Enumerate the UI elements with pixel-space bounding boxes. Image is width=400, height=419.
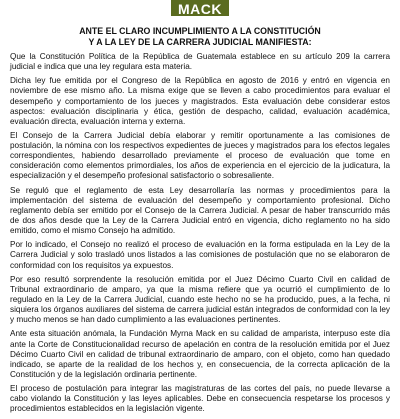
paragraph: Ante esta situación anómala, la Fundación Myrna Mack en su calidad de amparista, interpuso este día ante la Corte de Constitucionalidad recurso de apelación en contra de la resolución emitida por el Juez Décimo Cuarto Civil en calidad de tribunal extraordinario de amparo, con el objeto, como han quedado indicado, se aparte de la realidad de los hechos y, en consecuencia, de la correcta aplicación de la Constitución y de la legislación ordinaria pertinente. [10,329,390,379]
title-line-1: ANTE EL CLARO INCUMPLIMIENTO A LA CONSTITUCIÓN [79,26,321,36]
paragraph: Dicha ley fue emitida por el Congreso de la República en agosto de 2016 y entró en vigencia en noviembre de ese mismo año. La misma exige que se lleven a cabo procedimientos para evaluar el desempeño y comportamiento de los jueces y magistrados. Esta evaluación debe considerar estos aspectos: evaluación disciplinaria y ética, gestión de despacho, calidad, evaluación académica, evaluación directa, evaluación interna y externa. [10,76,390,126]
title-line-2: Y A LA LEY DE LA CARRERA JUDICIAL MANIFIESTA: [88,37,312,47]
paragraph: El proceso de postulación para integrar las magistraturas de las cortes del país, no puede llevarse a cabo violando la Constitución y las leyes aplicables. Debe en consecuencia respetarse los procesos y procedimientos establecidos en la legislación vigente. [10,384,390,414]
statement-body [10,52,390,419]
logo-text: MACK [178,1,222,17]
paragraph: Por lo indicado, el Consejo no realizó el proceso de evaluación en la forma estipulada en la Ley de la Carrera Judicial y solo trasladó unos listados a las comisiones de postulación que no se elaboraron de conformidad con los requisitos ya expuestos. [10,240,390,270]
foundation-logo [171,0,229,16]
paragraph: Se reguló que el reglamento de esta Ley desarrollaría las normas y procedimientos para la implementación del sistema de evaluación del desempeño y comportamiento profesional. Dicho reglamento debía ser emitido por el Consejo de la Carrera Judicial. A pesar de haber transcurrido más de dos años desde que la Ley de la Carrera Judicial entró en vigencia, dicho reglamento no ha sido emitido, como el mismo Consejo ha admitido. [10,185,390,236]
paragraph: Por eso resultó sorprendente la resolución emitida por el Juez Décimo Cuarto Civil en calidad de Tribunal extraordinario de amparo, ya que la misma refiere que ya ocurrió el cumplimiento de lo regulado en la Ley de la Carrera Judicial, cuando este hecho no se ha producido, pues, a la fecha, ni siquiera los órganos auxiliares del sistema de carrera judicial están integrados de conformidad con la ley y mucho menos se han dado cumplimiento a las evaluaciones pertinentes. [10,274,390,325]
paragraph: El Consejo de la Carrera Judicial debía elaborar y remitir oportunamente a las comisiones de postulación, la nómina con los respectivos expedientes de jueces y magistrados para los efectos legales correspondientes, habiendo desarrollado previamente el proceso de evaluación que tome en consideración como elementos primordiales, los años de experiencia en el ejercicio de la judicatura, la especialización y el desempeño profesional satisfactorio o sobresaliente. [10,131,390,181]
statement-title [10,26,390,48]
paragraph: Que la Constitución Política de la República de Guatemala establece en su artículo 209 la carrera judicial e indica que una ley regulara esta materia. [10,52,390,72]
